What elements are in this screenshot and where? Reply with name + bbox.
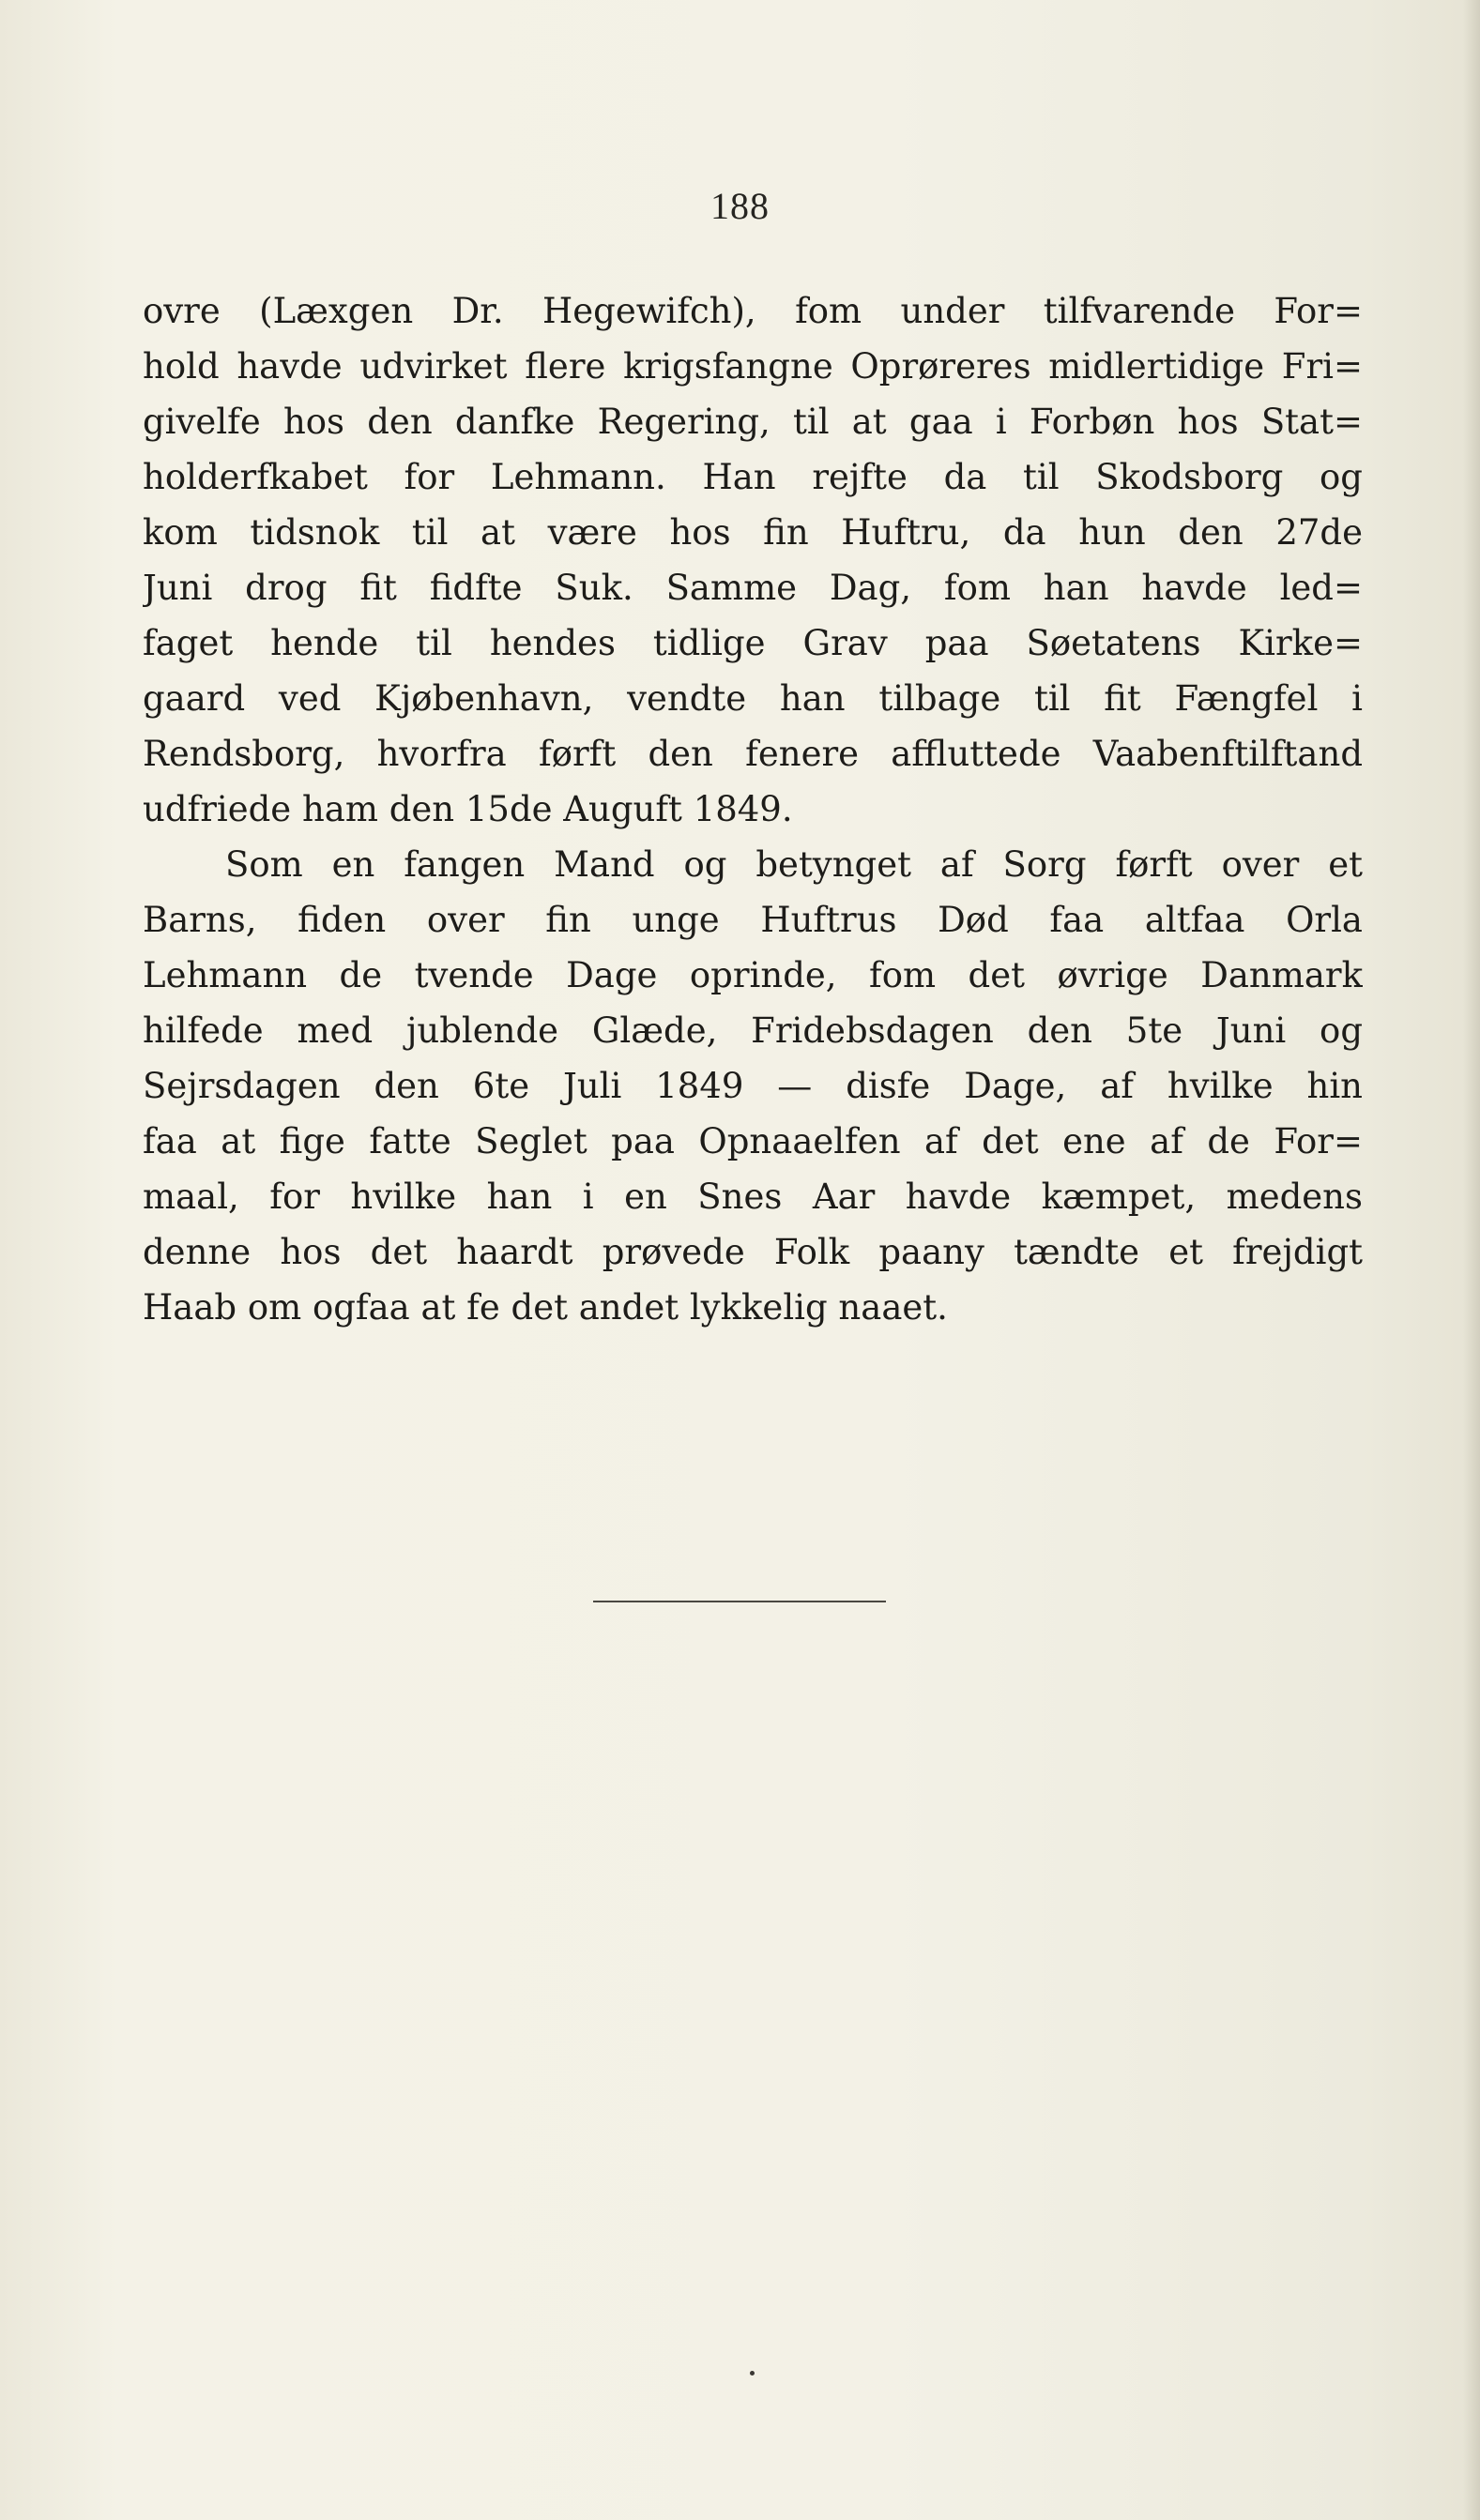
text-line: faget hende til hendes tidlige Grav paa Søetatens Kirke= xyxy=(143,623,1363,663)
text-line: maal, for hvilke han i en Snes Aar havde kæmpet, medens xyxy=(143,1177,1363,1217)
text-line: udfriede ham den 15de Auguft 1849. xyxy=(143,789,793,829)
text-line: gaard ved Kjøbenhavn, vendte han tilbage til fit Fængfel i xyxy=(143,678,1363,719)
text-line: kom tidsnok til at være hos fin Huftru, da hun den 27de xyxy=(143,512,1363,553)
text-line: givelfe hos den danfke Regering, til at gaa i Forbøn hos Stat= xyxy=(143,402,1363,442)
text-line: hold havde udvirket flere krigsfangne Oprøreres midlertidige Fri= xyxy=(143,346,1363,387)
text-line: hilfede med jublende Glæde, Fridebsdagen den 5te Juni og xyxy=(143,1010,1363,1051)
text-line: Haab om ogfaa at fe det andet lykkelig naaet. xyxy=(143,1287,948,1328)
text-line: Lehmann de tvende Dage oprinde, fom det øvrige Danmark xyxy=(143,955,1363,995)
text-line: Rendsborg, hvorfra førft den fenere affluttede Vaabenftilftand xyxy=(143,734,1363,774)
page-number: 188 xyxy=(710,185,770,227)
section-divider xyxy=(593,1601,886,1602)
text-line: Barns, fiden over fin unge Huftrus Død faa altfaa Orla xyxy=(143,900,1363,940)
body-text xyxy=(143,283,1363,1335)
text-line: faa at fige fatte Seglet paa Opnaaelfen af det ene af de For= xyxy=(143,1121,1363,1161)
text-line: Sejrsdagen den 6te Juli 1849 — disfe Dage, af hvilke hin xyxy=(143,1066,1363,1106)
text-line: Juni drog fit fidfte Suk. Samme Dag, fom han havde led= xyxy=(143,568,1363,608)
text-line: holderfkabet for Lehmann. Han rejfte da til Skodsborg og xyxy=(143,457,1363,497)
text-line: Som en fangen Mand og betynget af Sorg førft over et xyxy=(225,844,1363,885)
page-speck xyxy=(750,2371,755,2376)
text-line: denne hos det haardt prøvede Folk paany tændte et frejdigt xyxy=(143,1232,1363,1272)
page-edge-shadow xyxy=(1463,0,1480,2520)
text-line: ovre (Læxgen Dr. Hegewifch), fom under tilfvarende For= xyxy=(143,291,1363,331)
